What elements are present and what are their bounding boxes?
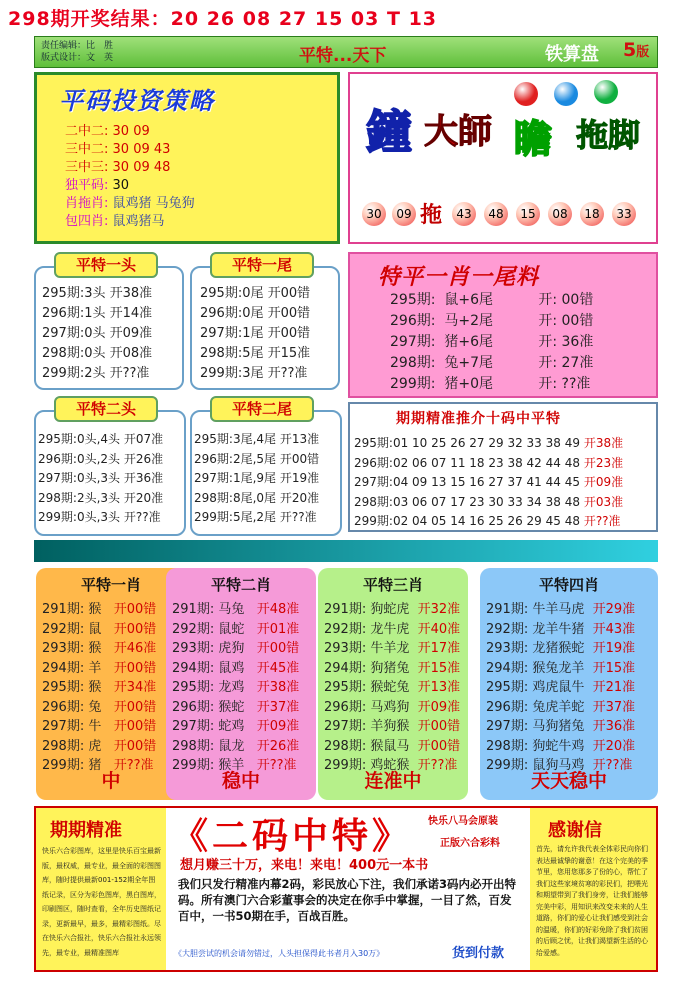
pt-head2-list [38,430,163,528]
logo-char-zhan: 瞻 [514,117,553,161]
strategy-row: 独平码: 30 [65,178,130,193]
col-heading: 平特一肖 [80,576,141,594]
strategy-row: 包四肖: 鼠鸡猪马 [65,214,165,229]
list-item: 295期:0尾 开00错 [200,286,311,301]
zodiac-col-3 [318,568,468,800]
list-item: 298期: 鼠龙 开26准 [172,738,300,754]
designer-credit: 版式设计：文 英 [41,53,114,63]
list-item: 299期:3尾 开??准 [200,366,308,381]
number-ball: 33 [612,202,636,226]
col-heading: 平特三肖 [362,576,423,594]
tp-list [390,290,593,395]
list-item: 296期: 马鸡狗 开09准 [324,699,461,715]
list-item: 296期:1头 开14准 [42,306,153,321]
list-item: 299期:2头 开??准 [42,366,150,381]
col-list [486,600,635,776]
thanks-panel [530,808,656,970]
list-item: 295期: 猴蛇兔 开13准 [324,680,461,695]
list-item: 299期: 鸡蛇猴 开??准 [324,758,458,773]
list-item: 295期: 鸡虎鼠牛 开21准 [486,680,636,695]
list-item: 294期: 鼠鸡 开45准 [172,660,300,676]
precise-heading: 期期精准 [50,820,122,841]
number-ball: 43 [452,202,476,226]
ten-code-panel [348,402,658,532]
list-item: 298期:8尾,0尾 开20准 [194,490,320,505]
tp-heading: 特平一肖一尾料 [378,265,540,290]
header-bar [34,36,658,68]
promo-paragraph: 我们只发行精准内幕2码，彩民放心下注，我们承诺3码内必开出特码。所有澳门六合彩董事会的决定在你手中掌握，一目了然，百发百中，一书50期在手，百战百胜。 [178,877,516,923]
col-footer: 天天稳中 [530,770,607,792]
number-ball: 18 [580,202,604,226]
number-ball: 48 [484,202,508,226]
list-item: 295期:3尾,4尾 开13准 [194,432,320,446]
list-item: 297期:1尾 开00错 [200,326,311,341]
edition-number: 5 [623,39,637,61]
number-ball: 15 [516,202,540,226]
list-item: 296期:0头,2头 开26准 [38,451,164,466]
list-item: 295期:01 10 25 26 27 29 32 33 38 49 开38准 [354,436,624,450]
list-item: 292期: 龙牛虎 开40准 [324,621,461,637]
strategy-row: 肖拖肖: 鼠鸡猪 马兔狗 [65,196,195,211]
list-item: 296期: 猴蛇 开37准 [172,699,300,715]
list-item: 296期: 马+2尾 开: 00错 [390,313,594,329]
zodiac-col-2 [166,568,316,800]
list-item: 295期: 鼠+6尾 开: 00错 [390,292,594,308]
logo-char-tuojiao: 拖脚 [576,116,641,154]
list-item: 293期: 猴 开46准 [42,641,157,656]
list-item: 295期:0头,4头 开07准 [38,432,164,446]
strategy-heading: 平码投资策略 [59,87,215,115]
original-label: 快乐八马会原装 [428,816,498,827]
list-item: 295期:3头 开38准 [42,286,153,301]
list-item: 299期:5尾,2尾 开??准 [194,510,317,524]
list-item: 299期:02 04 05 14 16 25 26 29 45 48 开??准 [354,514,621,528]
list-item: 294期: 猴兔龙羊 开15准 [486,660,636,676]
number-ball: 09 [392,202,416,226]
pt-tail2-tag: 平特二尾 [210,396,314,422]
cod-label: 货到付款 [452,946,505,961]
red-ball-icon [514,82,538,106]
divider-bar [34,540,658,562]
thanks-heading: 感谢信 [548,820,602,841]
header-slogan: 平特...天下 [299,46,387,66]
list-item: 297期: 牛 开00错 [42,719,157,734]
pt-tail-list [200,284,310,384]
list-item: 295期: 龙鸡 开38准 [172,680,300,695]
promo-slogan: 想月赚三十万，来电！来电！400元一本书 [180,858,429,873]
precise-text: 快乐六合彩图库，这里是快乐百宝最新版，最权威，最专业，最全面的彩图图库，随时提供最新001-152期全年图纸记录，区分为彩色图库，黑白图库，印刷图区，随时查看，全年历史图纸记录，更新最早，最多，最精彩图纸。尽在快乐六合报社，快乐六合报社永远领先，最专业，最精准图库 [42,847,161,957]
logo-panel [348,72,658,244]
zodiac-col-1 [36,568,186,800]
list-item: 296期: 兔虎羊蛇 开37准 [486,699,636,715]
col-heading: 平特四肖 [538,576,599,594]
list-item: 296期:02 06 07 11 18 23 38 42 44 48 开23准 [354,455,624,470]
list-item: 297期:1尾,9尾 开19准 [194,471,320,485]
list-item: 297期:04 09 13 15 16 27 37 41 44 45 开09准 [354,475,624,489]
paper-name: 铁算盘 [545,44,599,65]
list-item: 294期: 狗猪兔 开15准 [324,660,461,676]
list-item: 293期: 牛羊龙 开17准 [324,641,461,656]
page-title: 298期开奖结果：20 26 08 27 15 03 T 13 [8,8,438,30]
blue-ball-icon [554,82,578,106]
col-footer: 中 [101,770,121,792]
strategy-panel [34,72,340,244]
list-item: 294期: 羊 开00错 [42,660,157,676]
list-item: 293期: 龙猪猴蛇 开19准 [486,641,636,656]
strategy-row: 三中二: 30 09 43 [65,142,171,157]
strategy-row: 三中三: 30 09 48 [65,160,171,175]
green-ball-icon [594,80,618,104]
list-item: 299期: 猴羊 开??准 [172,758,297,773]
list-item: 291期: 牛羊马虎 开29准 [486,602,636,617]
list-item: 295期: 猴 开34准 [42,680,157,695]
list-item: 297期: 蛇鸡 开09准 [172,719,300,734]
two-code-panel [168,808,528,970]
col-list [324,600,460,776]
tp-panel [348,252,658,398]
promo-warning: 《大胆尝试的机会请勿错过，人头担保得此书者月入30万》 [174,949,385,958]
zodiac-col-4 [480,568,658,800]
number-ball: 30 [362,202,386,226]
list-item: 291期: 马兔 开48准 [172,602,300,617]
list-item: 292期: 鼠蛇 开01准 [172,621,300,637]
thanks-text: 首先，请允许我代表全体彩民向你们表达最诚挚的谢意！在这个完美的季节里，您用您那多了份的心，帮忙了我们这些家境贫寒的彩民们，把喂光和期望带到了我们身旁，让我们能够完美中彩，用知识来改变未来的人生道路，你们的爱心让我们感受到社会的温暖，你们的好彩免除了我们贫困的后顾之忧，让我们渴望新生活的心给爱感。 [536,845,648,957]
list-item: 299期: 鼠狗马鸡 开??准 [486,758,633,773]
pt-head-list [42,284,152,384]
list-item: 298期: 猴鼠马 开00错 [324,738,461,754]
col-list [172,600,299,776]
strategy-row: 二中二: 30 09 [65,124,150,139]
list-item: 298期:0头 开08准 [42,346,153,361]
number-ball: 08 [548,202,572,226]
bottom-ad [34,806,658,972]
pt-tail-box [190,266,340,390]
list-item: 298期: 狗蛇牛鸡 开20准 [486,738,636,754]
col-list [42,600,156,776]
editor-credit: 责任编辑：比 胜 [41,41,114,51]
pt-tail2-box [190,410,342,536]
list-item: 298期: 虎 开00错 [42,738,157,754]
credits [41,40,113,64]
list-item: 291期: 狗蛇虎 开32准 [324,602,461,617]
list-item: 297期: 羊狗猴 开00错 [324,719,461,734]
list-item: 297期: 马狗猪兔 开36准 [486,719,636,734]
list-item: 299期: 猪+0尾 开: ??准 [390,376,591,392]
list-item: 298期: 兔+7尾 开: 27准 [390,355,594,371]
pt-head-box [34,266,184,390]
edition-label [623,39,649,61]
list-item: 293期: 虎狗 开00错 [172,641,300,656]
pt-tail2-list [194,430,319,528]
genuine-label: 正版六合彩料 [440,838,500,849]
list-item: 296期: 兔 开00错 [42,699,157,715]
list-item: 298期:5尾 开15准 [200,346,311,361]
list-item: 299期:0头,3头 开??准 [38,510,161,524]
pt-head-tag: 平特一头 [54,252,158,278]
brand-logo [364,84,646,164]
list-item: 291期: 猴 开00错 [42,602,157,617]
list-item: 296期:2尾,5尾 开00错 [194,451,320,466]
pt-head2-tag: 平特二头 [54,396,158,422]
logo-char-zhong: 鐘 [366,105,412,159]
two-code-title: 《二码中特》 [172,816,413,857]
ball-row [362,202,652,228]
precise-panel [36,808,166,970]
col-heading: 平特二肖 [210,576,271,594]
pt-head2-box [34,410,186,536]
strategy-rows [65,123,195,231]
list-item: 296期:0尾 开00错 [200,306,311,321]
list-item: 299期: 猪 开??准 [42,758,154,773]
list-item: 298期:2头,3头 开20准 [38,490,164,505]
ten-list [354,434,623,532]
logo-char-dashi: 大師 [424,112,492,152]
col-footer: 稳中 [221,770,260,792]
edition-unit: 版 [636,45,650,60]
list-item: 297期:0头,3头 开36准 [38,471,164,485]
list-item: 298期:03 06 07 17 23 30 33 34 38 48 开03准 [354,494,624,509]
list-item: 297期:0头 开09准 [42,326,153,341]
list-item: 292期: 龙羊牛猪 开43准 [486,621,636,637]
tuo-label: 拖 [420,203,443,228]
list-item: 292期: 鼠 开00错 [42,621,157,637]
list-item: 297期: 猪+6尾 开: 36准 [390,334,594,350]
ten-heading: 期期精准推介十码中平特 [396,411,561,427]
pt-tail-tag: 平特一尾 [210,252,314,278]
col-footer: 连准中 [364,770,422,792]
